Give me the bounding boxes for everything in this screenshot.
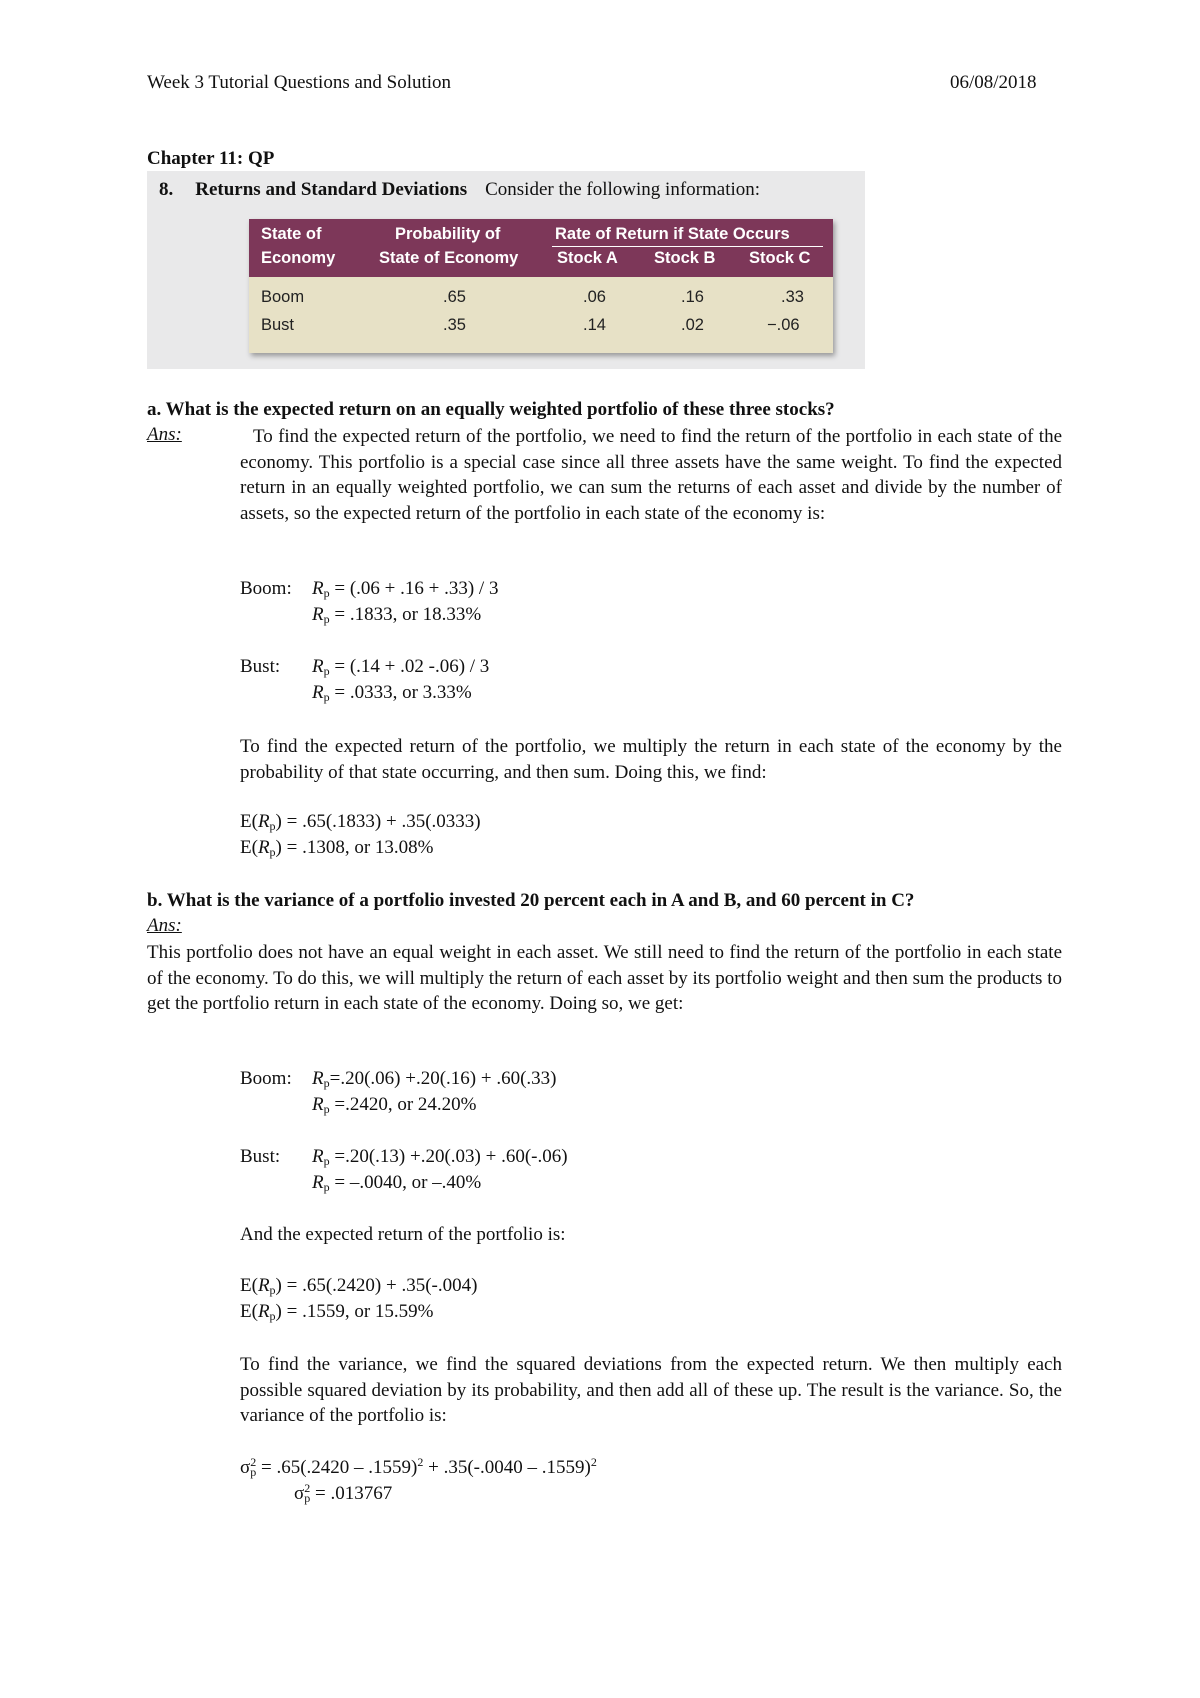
qb-bust-eq-2: $R_p = -.0040$, or –.40% — [312, 1172, 482, 1194]
answer-a-paragraph-1: To find the expected return of the portfolio, we need to find the return of the portfolio in each state of the economy. This portfolio is a special case since all three assets have the same weight. To find the expected return in an equally weighted portfolio, we can sum the returns of each asset and divide by the number of assets, so the expected return of the portfolio in each state of the economy is: — [240, 426, 1062, 525]
problem-image — [147, 171, 865, 369]
col-stock-b: Stock B — [654, 249, 716, 267]
answer-b-label: Ans: — [147, 915, 182, 936]
problem-number: 8. — [159, 179, 174, 200]
variance-eq-2: $\sigma_p^2 = .013767$ — [294, 1481, 393, 1505]
question-b: b. What is the variance of a portfolio invested 20 percent each in A and B, and 60 percent in C? — [147, 890, 915, 911]
qb-bust-eq-1: $R_p =.20(.13) +.20(.03) + .60(-.06)$ — [312, 1146, 568, 1168]
qa-expected-eq-1: $E(R_p) = .65(.1833) + .35(.0333)$ — [240, 811, 481, 833]
qa-boom-eq-2: $R_p = .1833$, or 18.33% — [312, 604, 482, 626]
qa-boom-label: Boom: — [240, 578, 292, 599]
variance-eq-1: $\sigma_p^2 = .65(.2420 - .1559)^2 + .35(-.0040 - .1559)^2$ — [240, 1455, 597, 1479]
table-cell: .35 — [443, 316, 466, 334]
qb-bust-label: Bust: — [240, 1146, 281, 1167]
col-prob-line2: State of Economy — [379, 249, 519, 267]
col-prob-line1: Probability of — [395, 225, 501, 243]
answer-b-paragraph-1: This portfolio does not have an equal weight in each asset. We still need to find the return of the portfolio in each state of the economy. To do this, we will multiply the return of each asset by its portfolio weight and then sum the products to get the portfolio return in each state of the economy. Doing so, we get: — [147, 942, 1062, 1015]
qa-bust-eq-1: $R_p = (.14 + .02$ -.06) / 3 — [312, 656, 490, 678]
qb-expected-eq-1: $E(R_p) = .65(.2420) + .35(-.004)$ — [240, 1275, 478, 1297]
col-stock-a: Stock A — [557, 249, 618, 267]
col-stock-c: Stock C — [749, 249, 811, 267]
qa-expected-eq-2: $E(R_p) = .1308$, or 13.08% — [240, 837, 434, 859]
qa-boom-eq-1: $R_p = (.06 + .16 + .33) / 3$ — [312, 578, 499, 600]
table-cell: .65 — [443, 288, 466, 306]
table-header — [249, 219, 833, 277]
qb-expected-eq-2: $E(R_p) = .1559$, or 15.59% — [240, 1301, 434, 1323]
qb-boom-label: Boom: — [240, 1068, 292, 1089]
table-cell: .02 — [681, 316, 704, 334]
table-cell: Boom — [261, 288, 305, 306]
table-cell: .14 — [583, 316, 606, 334]
qa-bust-eq-2: $R_p = .0333$, or 3.33% — [312, 682, 472, 704]
table-cell: .33 — [781, 288, 804, 306]
header-title: Week 3 Tutorial Questions and Solution — [147, 72, 452, 93]
col-group-label: Rate of Return if State Occurs — [555, 225, 790, 243]
question-a: a. What is the expected return on an equally weighted portfolio of these three stocks? — [147, 399, 835, 420]
chapter-heading: Chapter 11: QP — [147, 148, 275, 169]
qb-boom-eq-2: $R_p =.2420$, or 24.20% — [312, 1094, 477, 1116]
header-date: 06/08/2018 — [950, 72, 1037, 93]
answer-b-paragraph-2: And the expected return of the portfolio is: — [240, 1224, 566, 1245]
col-state-line2: Economy — [261, 249, 336, 267]
table-cell: .06 — [583, 288, 606, 306]
returns-table — [249, 219, 833, 353]
table-cell: .16 — [681, 288, 704, 306]
col-state-line1: State of — [261, 225, 322, 243]
group-underline — [552, 246, 823, 247]
table-cell: −.06 — [767, 316, 800, 334]
problem-heading — [159, 179, 760, 201]
table-cell: Bust — [261, 316, 295, 334]
problem-subtitle: Consider the following information: — [485, 179, 761, 200]
qb-boom-eq-1: $R_p=.20(.06) +.20(.16) + .60(.33)$ — [312, 1068, 557, 1090]
answer-a-paragraph-2: To find the expected return of the portfolio, we multiply the return in each state of the economy by the probability of that state occurring, and then sum. Doing this, we find: — [240, 736, 1062, 783]
answer-b-paragraph-3: To find the variance, we find the squared deviations from the expected return. We then multiply each possible squared deviation by its probability, and then add all of these up. The result is the variance. So, the variance of the portfolio is: — [240, 1354, 1062, 1427]
answer-a-label: Ans: — [147, 424, 182, 445]
problem-title: Returns and Standard Deviations — [195, 179, 468, 200]
qa-bust-label: Bust: — [240, 656, 281, 677]
